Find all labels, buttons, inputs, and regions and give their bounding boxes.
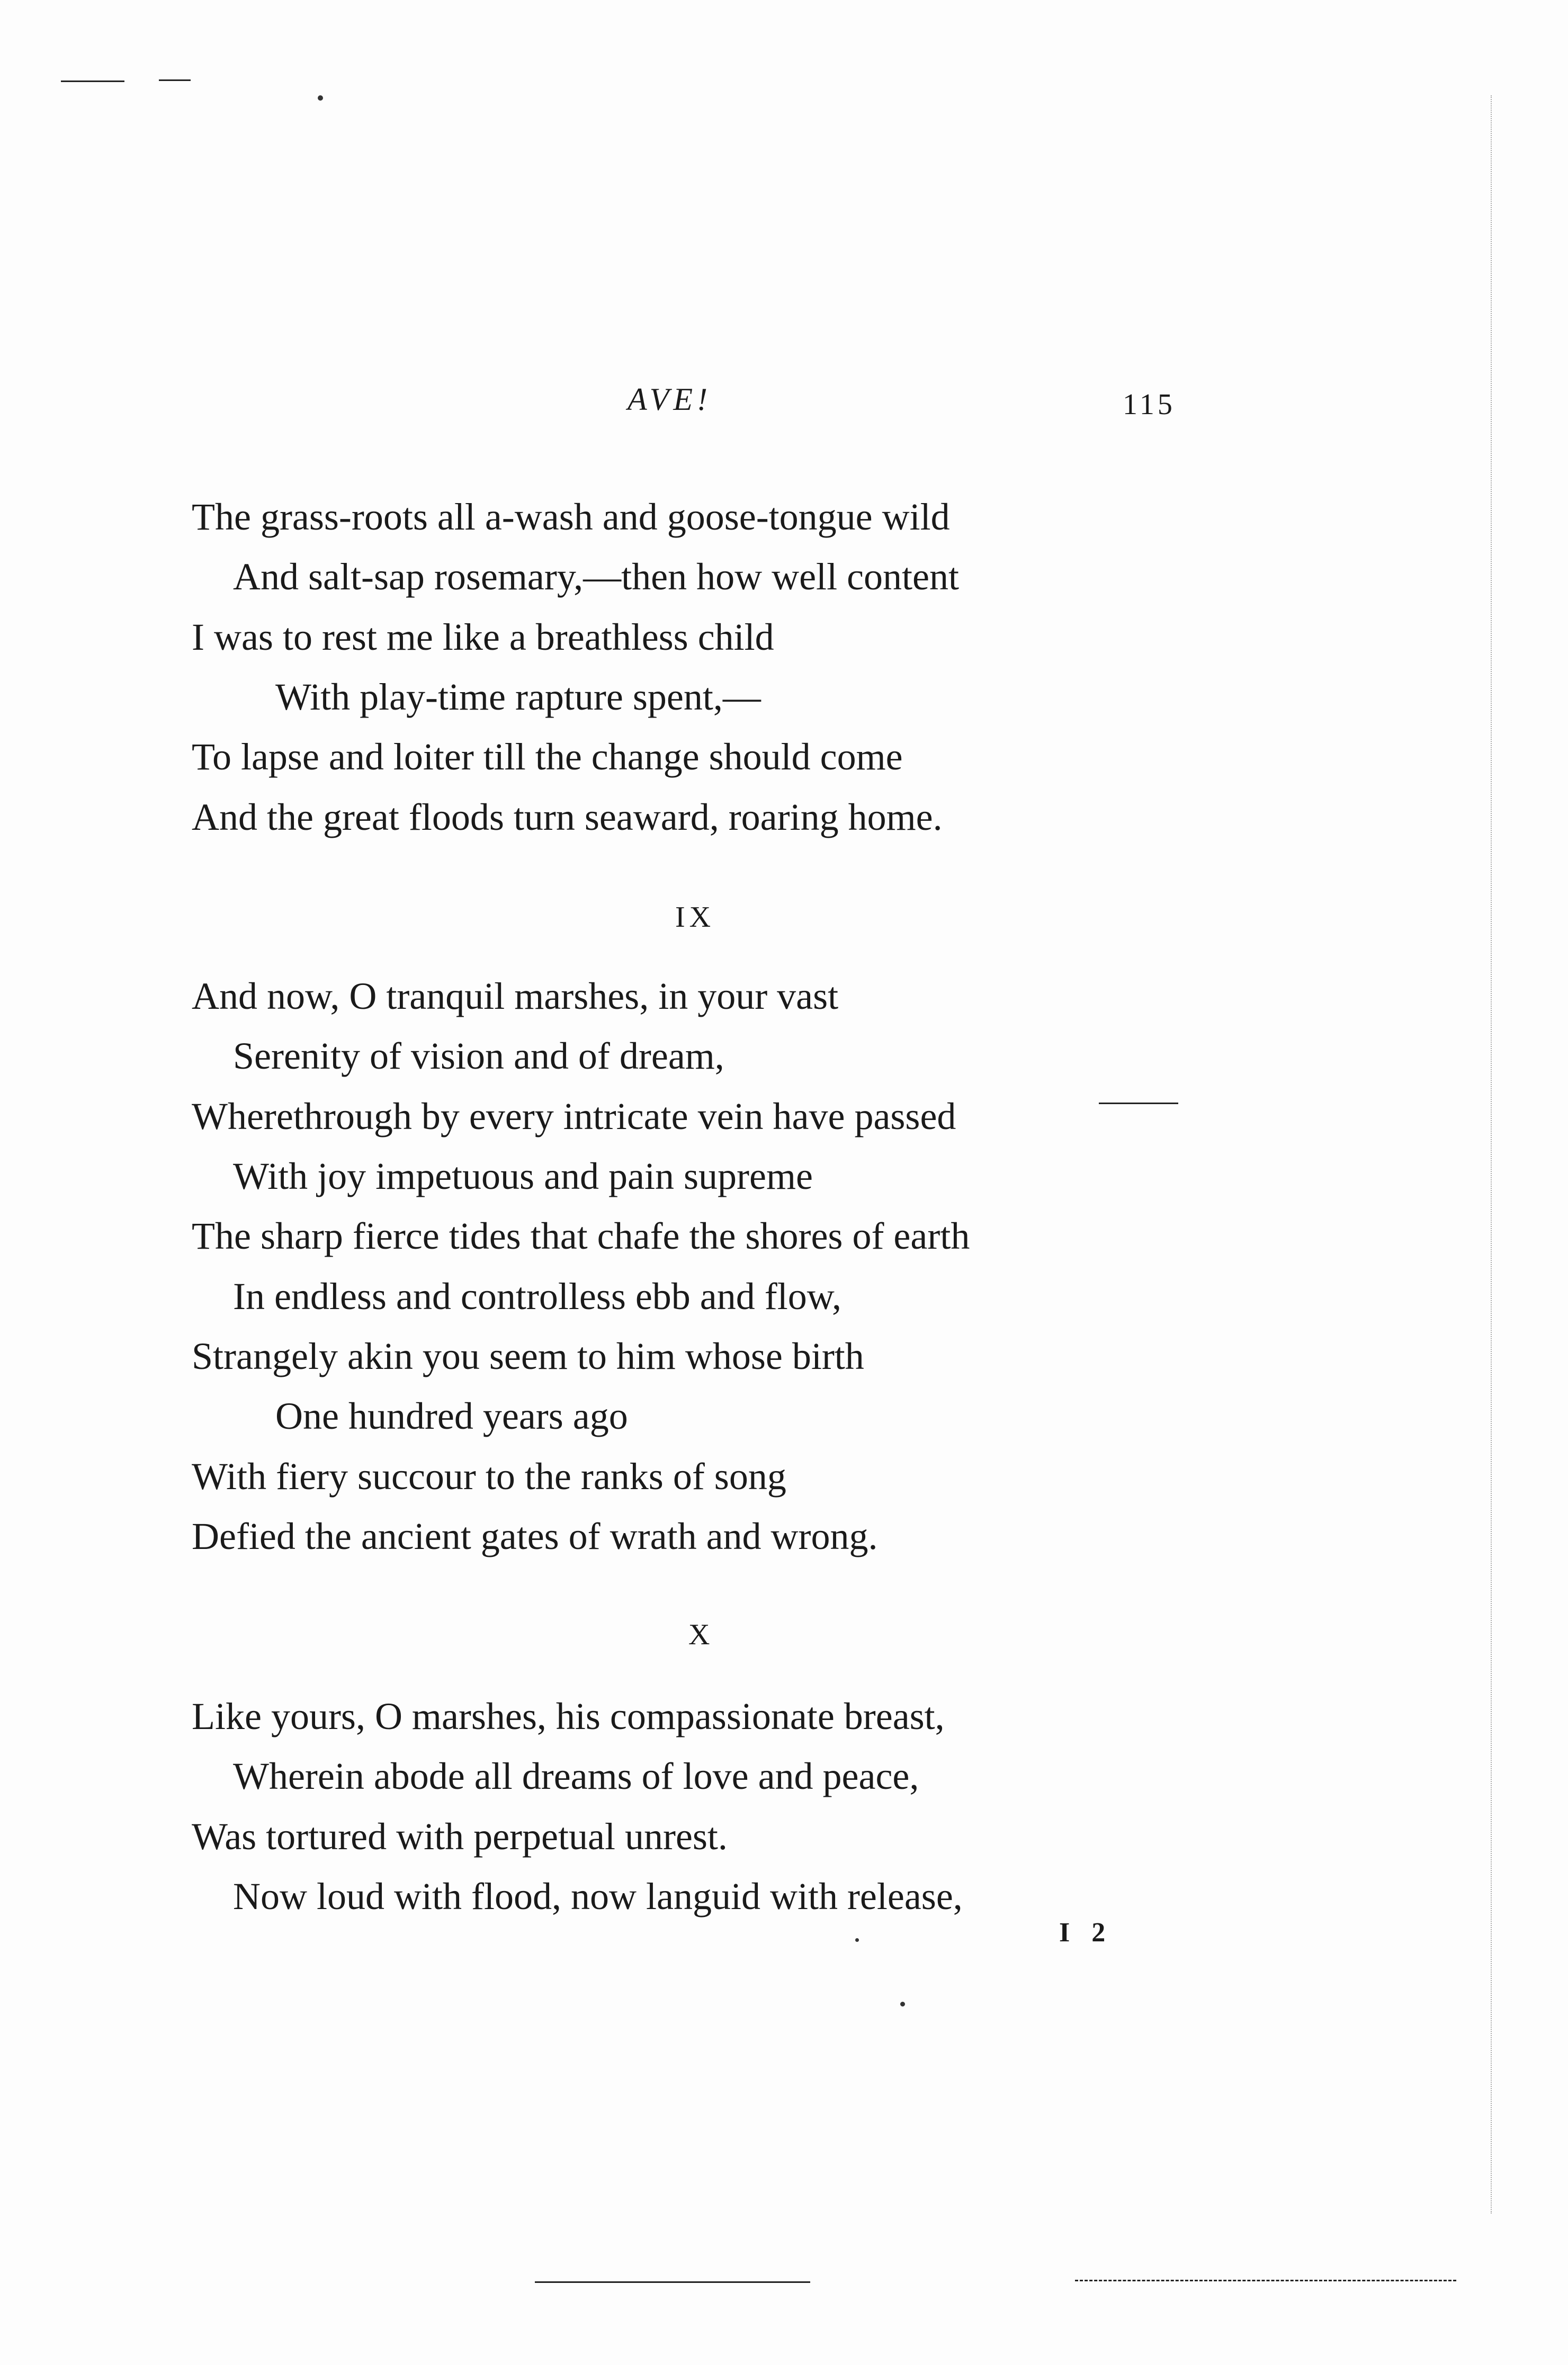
scan-speck	[855, 1938, 859, 1942]
poem-line: Like yours, O marshes, his compassionate breast,	[192, 1695, 945, 1737]
poem-line: And now, O tranquil marshes, in your vast	[192, 975, 839, 1017]
poem-line: Wherethrough by every intricate vein have passed	[192, 1095, 956, 1137]
scan-edge-mark-top	[61, 80, 124, 82]
poem-line: The sharp fierce tides that chafe the shores of earth	[192, 1215, 970, 1257]
poem-line: Defied the ancient gates of wrath and wrong.	[192, 1515, 878, 1557]
scan-edge-mark-top-short	[159, 79, 191, 81]
poem-line: And salt-sap rosemary,—then how well content	[233, 556, 959, 598]
poem-line: One hundred years ago	[275, 1395, 628, 1437]
running-title: AVE!	[628, 382, 712, 417]
poem-line: Serenity of vision and of dream,	[233, 1035, 724, 1077]
poem-line: With joy impetuous and pain supreme	[233, 1155, 813, 1197]
poem-line: Wherein abode all dreams of love and peace,	[233, 1755, 919, 1797]
poem-line: Now loud with flood, now languid with release,	[233, 1875, 963, 1918]
poem-line: In endless and controlless ebb and flow,	[233, 1275, 842, 1318]
section-number-x: X	[688, 1618, 714, 1651]
poem-line: Was tortured with perpetual unrest.	[192, 1815, 728, 1858]
signature-mark: I 2	[1059, 1918, 1113, 1948]
poem-line: The grass-roots all a-wash and goose-tongue wild	[192, 496, 950, 538]
running-head	[0, 381, 1568, 424]
page-number: 115	[1123, 388, 1176, 421]
section-number-ix: IX	[675, 901, 715, 934]
margin-rule	[1099, 1103, 1178, 1104]
poem-line: I was to rest me like a breathless child	[192, 616, 774, 658]
poem-line: Strangely akin you seem to him whose birth	[192, 1335, 864, 1377]
scan-edge-mark-bottom-right	[1075, 2280, 1456, 2281]
poem-line: With fiery succour to the ranks of song	[192, 1455, 786, 1498]
poem-line: To lapse and loiter till the change should come	[192, 736, 903, 778]
poem-line: With play-time rapture spent,—	[275, 676, 761, 718]
poem-line: And the great floods turn seaward, roaring home.	[192, 796, 943, 838]
scan-edge-mark-bottom	[535, 2281, 810, 2283]
scan-speck	[318, 95, 323, 101]
scan-speck	[900, 2002, 905, 2006]
